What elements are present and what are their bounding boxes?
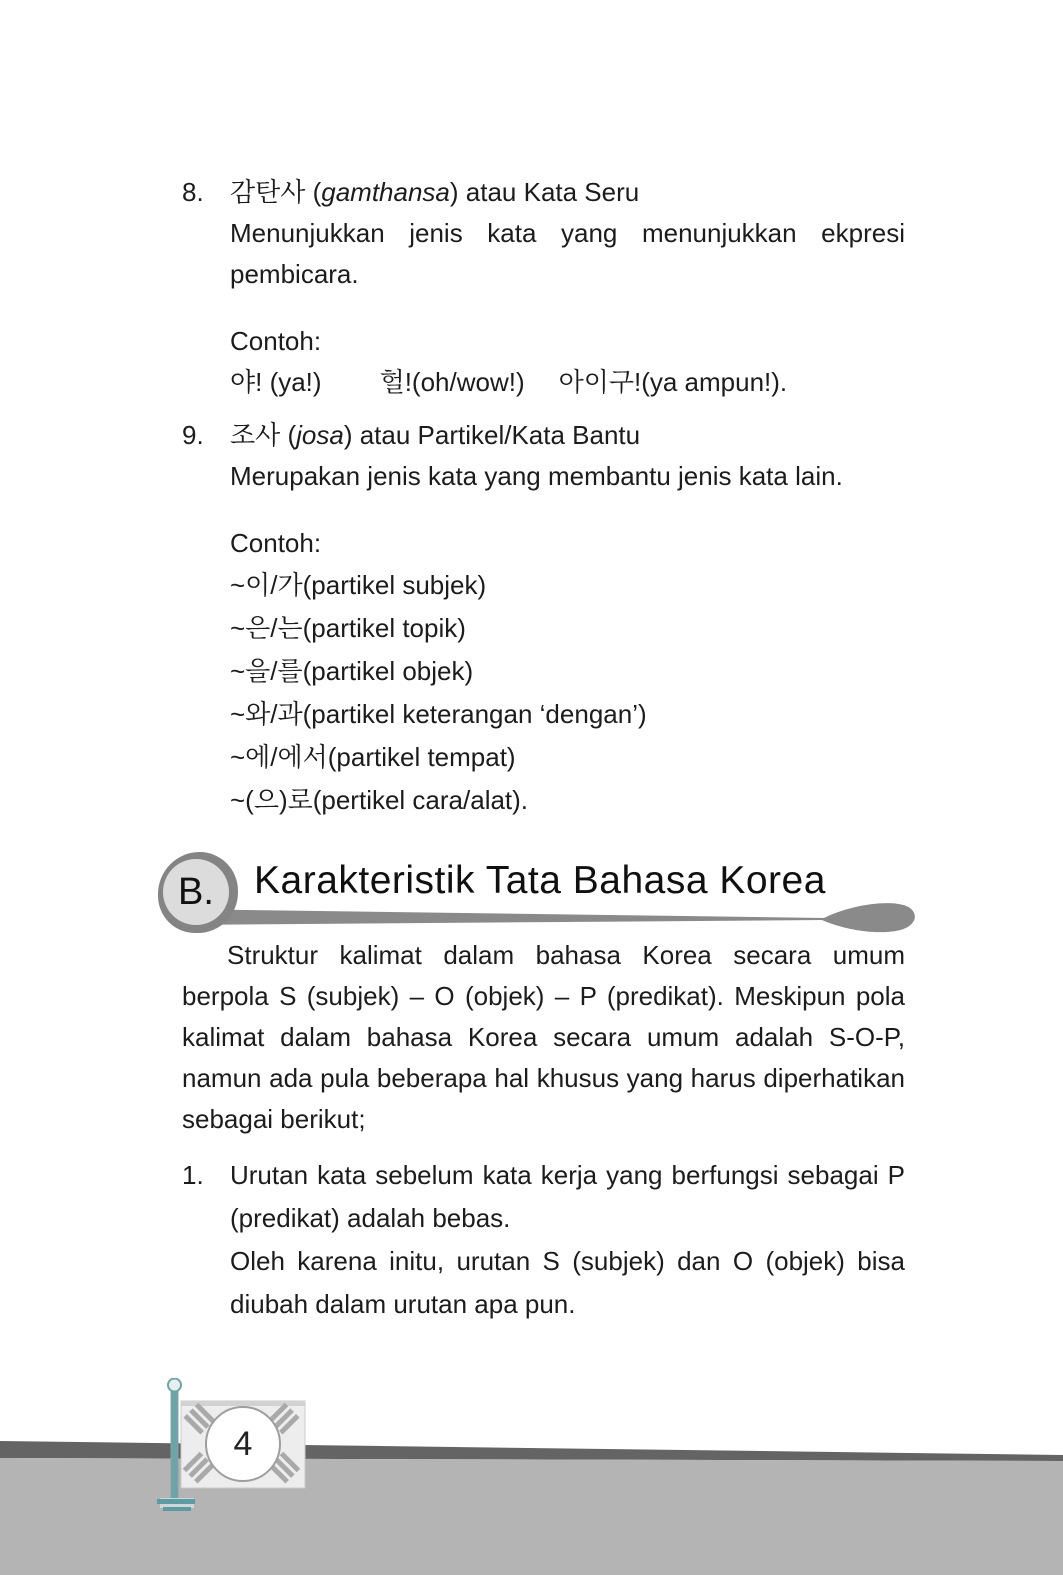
footer-decoration: [0, 1378, 1063, 1575]
page-number: 4: [233, 1425, 253, 1463]
example: ~을/를(partikel objek): [230, 656, 474, 686]
footer-light-band: [0, 1458, 1063, 1575]
paragraph-line: Struktur kalimat dalam bahasa Korea secara umum: [227, 940, 905, 970]
section-badge-label: B.: [163, 859, 229, 925]
examples-row: [230, 362, 905, 403]
footer-dark-band: [0, 1441, 1063, 1461]
example: ~와/과(partikel keterangan ‘dengan’): [230, 699, 647, 729]
page-content: [178, 172, 905, 1326]
example: ~(으)로(pertikel cara/alat).: [230, 785, 529, 815]
example: ~은/는(partikel topik): [230, 613, 466, 643]
list-item-1: [182, 1154, 905, 1326]
example: 야! (ya!): [230, 367, 322, 397]
contoh-label: Contoh:: [230, 528, 322, 558]
item-body-line: Merupakan jenis kata yang membantu jenis kata lain.: [230, 461, 843, 491]
example: 헐!(oh/wow!): [379, 367, 525, 397]
item-body-line: Urutan kata sebelum kata kerja yang berfungsi sebagai P: [230, 1160, 905, 1190]
section-paragraph: [182, 935, 905, 1140]
item-body-line: Menunjukkan jenis kata yang menunjukkan ekpresi: [230, 218, 905, 248]
paragraph-line: namun ada pula beberapa hal khusus yang harus diperhatikan: [182, 1063, 905, 1093]
paragraph-line: sebagai berikut;: [182, 1104, 366, 1134]
item-number: 8.: [182, 177, 204, 207]
example: 아이구!(ya ampun!).: [558, 367, 788, 397]
examples-list: [230, 564, 905, 822]
section-badge: [158, 852, 238, 933]
item-number: 1.: [182, 1160, 204, 1190]
paragraph-line: kalimat dalam bahasa Korea secara umum adalah S-O-P,: [182, 1022, 905, 1052]
item-body-line: pembicara.: [230, 259, 359, 289]
item-number: 9.: [182, 420, 204, 450]
paragraph-line: berpola S (subjek) – O (objek) – P (predikat). Meskipun pola: [182, 981, 905, 1011]
section-title: Karakteristik Tata Bahasa Korea: [254, 859, 826, 902]
item-body-line: (predikat) adalah bebas.: [230, 1203, 511, 1233]
item-body-line: Oleh karena initu, urutan S (subjek) dan O (objek) bisa: [230, 1246, 905, 1276]
section-heading: [158, 852, 918, 935]
item-body-line: diubah dalam urutan apa pun.: [230, 1289, 576, 1319]
item-heading: 감탄사 (gamthansa) atau Kata Seru: [230, 177, 640, 207]
contoh-label: Contoh:: [230, 326, 322, 356]
item-heading: 조사 (josa) atau Partikel/Kata Bantu: [230, 420, 641, 450]
example: ~에/에서(partikel tempat): [230, 742, 516, 772]
example: ~이/가(partikel subjek): [230, 570, 487, 600]
list-item-9: [182, 415, 905, 822]
list-item-8: [182, 172, 905, 403]
